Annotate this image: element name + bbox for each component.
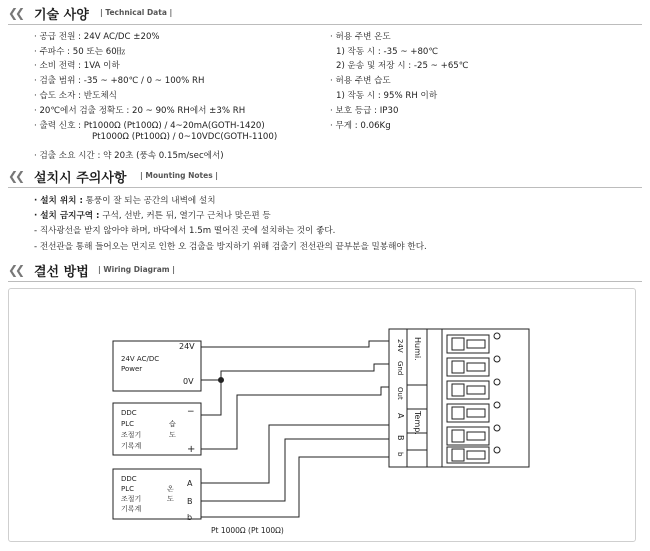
- power-name-label: 24V AC/DC: [121, 355, 160, 363]
- controller-label: 조절기: [121, 495, 142, 503]
- humi-group-label: Humi.: [413, 337, 422, 361]
- controller-label: PLC: [121, 485, 135, 493]
- note-label: · 설치 위치 :: [34, 196, 83, 206]
- section-header-wiring: [8, 261, 642, 282]
- spec-line: · 20℃에서 검출 정확도 : 20 ~ 90% RH에서 ±3% RH: [34, 106, 246, 116]
- note-line: [34, 240, 427, 252]
- spec-line: 1) 작동 시 : -35 ~ +80℃: [336, 47, 439, 57]
- spec-line: Pt1000Ω (Pt100Ω) / 0~10VDC(GOTH-1100): [92, 132, 278, 142]
- double-chevron-left-icon: ❮❮: [8, 263, 23, 277]
- terminal-label: B: [396, 435, 405, 441]
- spec-line: · 출력 신호 : Pt1000Ω (Pt100Ω) / 4~20mA(GOTH-1420): [34, 121, 265, 131]
- section-title: 설치시 주의사항: [34, 171, 127, 186]
- power-0v-label: 0V: [183, 377, 194, 386]
- spec-line: 2) 운송 및 저장 시 : -25 ~ +65℃: [336, 61, 469, 71]
- section-header-mounting: [8, 167, 642, 188]
- controller-label: 조절기: [121, 431, 142, 439]
- note-text: 통풍이 잘 되는 공간의 내벽에 설치: [82, 196, 216, 206]
- section-title: 기술 사양: [34, 8, 89, 23]
- terminal-label: 24V: [396, 339, 404, 353]
- section-subtitle: | Technical Data |: [100, 8, 173, 17]
- terminal-label: b: [396, 452, 404, 457]
- power-name-label: Power: [121, 365, 143, 373]
- terminal-screws: [447, 333, 500, 463]
- section-subtitle: | Mounting Notes |: [140, 171, 219, 180]
- section-title: 결선 방법: [34, 265, 89, 280]
- wiring-diagram-svg: [9, 289, 635, 541]
- note-text: - 직사광선을 받지 않아야 하며, 바닥에서 1.5m 떨어진 곳에 설치하는 것이 좋다.: [34, 226, 336, 236]
- spec-line: · 보호 등급 : IP30: [330, 106, 399, 116]
- controller-label: DDC: [121, 409, 137, 417]
- temperature-tag: 온: [167, 485, 174, 493]
- double-chevron-left-icon: ❮❮: [8, 169, 23, 183]
- minus-label: −: [187, 407, 195, 417]
- section-header-technical: [8, 4, 642, 25]
- spec-line: 1) 작동 시 : 95% RH 이하: [336, 91, 438, 101]
- spec-line: · 소비 전력 : 1VA 이하: [34, 61, 120, 71]
- spec-line: · 습도 소자 : 반도체식: [34, 91, 117, 101]
- terminal-a-label: A: [187, 479, 193, 488]
- terminal-b-label: b: [187, 513, 193, 522]
- humidity-tag: 도: [169, 431, 176, 439]
- humidity-tag: 습: [169, 420, 176, 428]
- terminal-label: A: [396, 413, 405, 419]
- controller-label: DDC: [121, 475, 137, 483]
- power-24v-label: 24V: [179, 342, 195, 351]
- spec-line: · 공급 전원 : 24V AC/DC ±20%: [34, 32, 160, 42]
- section-subtitle: | Wiring Diagram |: [98, 265, 175, 274]
- note-line: [34, 194, 216, 206]
- controller-label: 기록계: [121, 442, 142, 450]
- temp-group-label: Temp.: [413, 411, 422, 435]
- note-line: [34, 224, 335, 236]
- wires: [201, 341, 389, 517]
- terminal-label: Out: [396, 387, 404, 400]
- spec-line: · 검출 범위 : -35 ~ +80℃ / 0 ~ 100% RH: [34, 76, 205, 86]
- note-text: - 전선관을 통해 들어오는 먼지로 인한 오 검출을 방지하기 위해 검출기 전선관의 끝부분을 밀봉해야 한다.: [34, 242, 427, 252]
- pt-sensor-label: Pt 1000Ω (Pt 100Ω): [211, 526, 284, 535]
- terminal-label: Gnd: [396, 361, 404, 376]
- spec-line: · 허용 주변 습도: [330, 76, 391, 86]
- controller-label: PLC: [121, 420, 135, 428]
- double-chevron-left-icon: ❮❮: [8, 6, 23, 20]
- spec-line: · 주파수 : 50 또는 60㎐: [34, 47, 126, 57]
- spec-line: · 무게 : 0.06Kg: [330, 121, 391, 131]
- note-label: · 설치 금지구역 :: [34, 211, 100, 221]
- spec-line: · 허용 주변 온도: [330, 32, 391, 42]
- note-line: [34, 209, 271, 221]
- junction-dot: [219, 378, 224, 383]
- spec-line: · 검출 소요 시간 : 약 20초 (풍속 0.15m/sec에서): [34, 151, 224, 161]
- temperature-tag: 도: [167, 495, 174, 503]
- terminal-b-label: B: [187, 497, 193, 506]
- controller-label: 기록계: [121, 505, 142, 513]
- note-text: 구석, 선반, 커튼 뒤, 열기구 근처나 맞은편 등: [99, 211, 271, 221]
- wiring-diagram: [8, 288, 636, 542]
- plus-label: +: [187, 444, 196, 455]
